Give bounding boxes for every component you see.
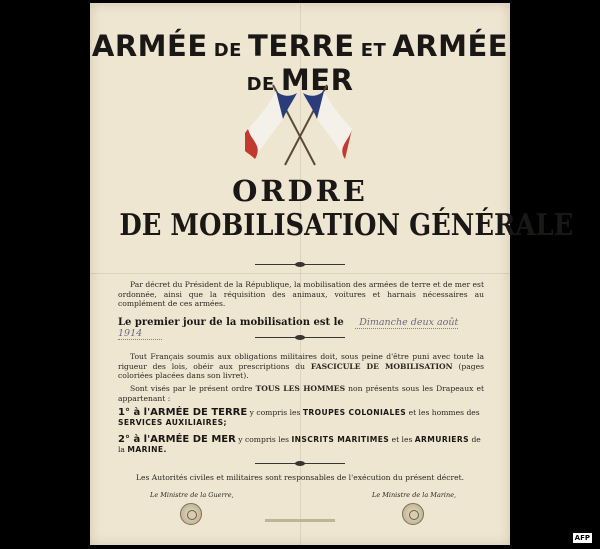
army-num: 1° à l' xyxy=(118,407,151,418)
header-word: DE xyxy=(213,40,242,61)
tf-text: Tout Français soumis aux obligations militaires doit, sous peine d'être puni avec toute la rigueur des lois, obéir aux prescriptions du xyxy=(118,352,484,371)
army-caps: SERVICES AUXILIAIRES; xyxy=(118,418,227,427)
army-text: et les xyxy=(391,435,413,444)
army-caps: ARMURIERS xyxy=(414,435,470,444)
army-text: de la xyxy=(118,435,481,454)
army-line-2 xyxy=(118,435,484,455)
army-text: y compris les xyxy=(238,435,290,444)
header-word: ET xyxy=(360,40,387,61)
printer-mark xyxy=(265,519,335,522)
army-num: 2° à l' xyxy=(118,434,151,445)
army-caps: MARINE. xyxy=(127,445,167,454)
crossed-flags-icon xyxy=(245,83,355,173)
handwritten-date: Dimanche deux août 1914 xyxy=(118,317,459,339)
ordre-heading: ORDRE xyxy=(232,174,368,208)
army-text: et les hommes des xyxy=(408,408,480,417)
tf-bold: FASCICULE DE MOBILISATION xyxy=(310,361,453,371)
army-line-1 xyxy=(118,408,484,428)
divider xyxy=(255,264,345,265)
army-caps: INSCRITS MARITIMES xyxy=(291,435,390,444)
minister-right: Le Ministre de la Marine, xyxy=(372,491,457,499)
autorites-line: Les Autorités civiles et militaires sont responsables de l'exécution du présent décret. xyxy=(135,473,465,482)
fold-line-horizontal xyxy=(90,273,510,274)
first-day-label: Le premier jour de la mobilisation est le xyxy=(118,317,344,328)
vises-text-end: non présents sous les Drapeaux et appartenant : xyxy=(118,384,484,403)
minister-left: Le Ministre de la Guerre, xyxy=(150,491,234,499)
header-word: MER xyxy=(280,63,354,97)
mobilisation-heading: DE MOBILISATION GÉNÉRALE xyxy=(119,208,574,243)
tf-text-end: (pages coloriées placées dans son livret). xyxy=(118,361,484,380)
army-name: ARMÉE DE MER xyxy=(150,434,236,445)
seal-right-icon xyxy=(402,503,424,525)
army-caps: TROUPES COLONIALES xyxy=(302,408,407,417)
vises-text: Sont visés par le présent ordre xyxy=(130,384,253,393)
army-text: y compris les xyxy=(249,408,301,417)
header-word: ARMÉE xyxy=(91,29,208,63)
seal-left-icon xyxy=(180,503,202,525)
header-word: TERRE xyxy=(248,29,355,63)
tout-francais-paragraph xyxy=(118,352,484,381)
divider xyxy=(255,463,345,464)
army-name: ARMÉE DE TERRE xyxy=(150,407,248,418)
divider xyxy=(255,337,345,338)
mobilisation-poster xyxy=(90,3,574,545)
header-word: DE xyxy=(246,74,275,95)
header-word: ARMÉE xyxy=(392,29,509,63)
vises-paragraph xyxy=(118,384,484,403)
decret-paragraph: Par décret du Président de la République, la mobilisation des armées de terre et de mer est ordonnée, ainsi que la réquisition des animaux, voitures et harnais nécessaires au complément de ces armées. xyxy=(118,280,484,308)
watermark-badge: AFP xyxy=(574,534,590,542)
vises-bold: TOUS LES HOMMES xyxy=(255,384,346,393)
